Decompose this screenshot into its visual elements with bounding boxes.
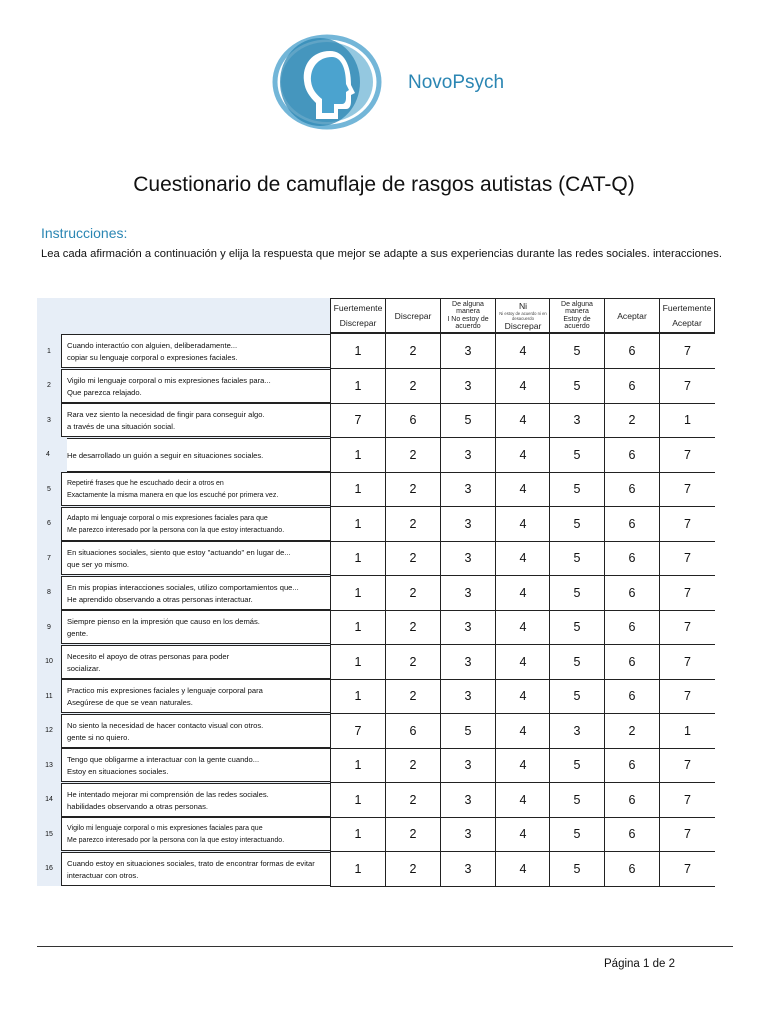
table-row	[37, 334, 715, 369]
response-option[interactable]: 7	[659, 438, 715, 472]
row-number: 15	[45, 830, 53, 838]
response-option[interactable]: 1	[659, 403, 715, 437]
response-option[interactable]: 6	[604, 852, 659, 886]
table-row	[37, 783, 715, 818]
statement-line: a través de una situación social.	[67, 422, 176, 431]
response-option[interactable]: 2	[385, 369, 440, 403]
statement-line: Vigilo mi lenguaje corporal o mis expresiones faciales para que	[67, 825, 263, 832]
column-header-bottom: Aceptar	[672, 317, 702, 328]
response-option[interactable]: 6	[604, 679, 659, 713]
row-number: 3	[47, 416, 51, 424]
table-row	[37, 576, 715, 611]
response-option[interactable]: 1	[330, 334, 385, 368]
response-option[interactable]: 4	[495, 369, 550, 403]
response-option[interactable]: 1	[330, 783, 385, 817]
statement-cell	[61, 334, 330, 368]
response-option[interactable]: 2	[385, 679, 440, 713]
response-option[interactable]: 3	[440, 334, 495, 368]
statement-line: gente.	[67, 629, 89, 638]
response-option[interactable]: 6	[604, 369, 659, 403]
response-option[interactable]: 5	[549, 438, 604, 472]
column-header-bottom: I No estoy de acuerdo	[447, 315, 489, 330]
column-header-bottom: Estoy de acuerdo	[563, 315, 591, 330]
response-option[interactable]: 2	[385, 472, 440, 506]
column-header-top: De alguna manera	[561, 301, 593, 316]
response-option[interactable]: 7	[659, 507, 715, 541]
table-row	[37, 817, 715, 852]
response-option[interactable]: 2	[385, 610, 440, 644]
response-option[interactable]: 7	[659, 541, 715, 575]
brand-name: NovoPsych	[408, 72, 505, 93]
response-option[interactable]: 6	[604, 576, 659, 610]
response-option[interactable]: 4	[495, 817, 550, 851]
response-option[interactable]: 5	[549, 541, 604, 575]
statement-line: Repetiré frases que he escuchado decir a otros en	[67, 480, 224, 487]
statement-line: copiar su lenguaje corporal o expresiones faciales.	[67, 353, 238, 362]
response-option[interactable]: 3	[440, 610, 495, 644]
response-option[interactable]: 5	[549, 852, 604, 886]
row-number: 8	[47, 589, 51, 596]
response-option[interactable]: 5	[549, 472, 604, 506]
row-number: 1	[47, 347, 51, 355]
response-option[interactable]: 3	[440, 438, 495, 472]
response-option[interactable]: 3	[440, 817, 495, 851]
response-option[interactable]: 2	[604, 403, 659, 437]
statement-line: Tengo que obligarme a interactuar con la gente cuando...	[67, 755, 260, 764]
statement-cell	[61, 369, 330, 403]
response-option[interactable]: 7	[659, 472, 715, 506]
statement-cell	[61, 507, 330, 541]
column-header	[604, 298, 659, 333]
column-header-top: Ni	[518, 301, 528, 311]
response-option[interactable]: 7	[659, 576, 715, 610]
response-option[interactable]: 1	[330, 507, 385, 541]
statement-cell	[61, 645, 330, 679]
row-number: 13	[45, 761, 53, 769]
response-option[interactable]: 7	[659, 748, 715, 782]
statement-line: Cuando estoy en situaciones sociales, trato de encontrar formas de evitar	[67, 858, 315, 868]
response-option[interactable]: 3	[440, 507, 495, 541]
response-option[interactable]: 2	[385, 576, 440, 610]
response-option[interactable]: 6	[604, 541, 659, 575]
response-option[interactable]: 4	[495, 852, 550, 886]
response-option[interactable]: 6	[385, 714, 440, 748]
table-row	[37, 679, 715, 714]
response-option[interactable]: 4	[495, 541, 550, 575]
statement-cell	[61, 679, 330, 713]
statement-cell	[61, 541, 330, 575]
response-option[interactable]: 3	[549, 403, 604, 437]
table-row	[37, 852, 715, 887]
response-option[interactable]: 2	[385, 748, 440, 782]
response-option[interactable]: 5	[440, 403, 495, 437]
statement-line: Siempre pienso en la impresión que causo en los demás.	[67, 617, 260, 626]
column-header	[330, 298, 385, 333]
response-option[interactable]: 3	[440, 541, 495, 575]
statement-cell	[61, 610, 330, 644]
table-row	[37, 507, 715, 542]
table-row	[37, 472, 715, 507]
row-number: 10	[45, 658, 53, 665]
response-option[interactable]: 1	[330, 472, 385, 506]
column-header	[495, 298, 550, 333]
row-number: 11	[45, 692, 53, 700]
row-number: 12	[45, 727, 53, 734]
statement-cell	[61, 403, 330, 437]
response-option[interactable]: 2	[385, 541, 440, 575]
instructions-text: Lea cada afirmación a continuación y elija la respuesta que mejor se adapte a sus experiencias durante las redes sociales. interacciones.	[41, 248, 722, 260]
response-option[interactable]: 4	[495, 403, 550, 437]
response-option[interactable]: 6	[604, 438, 659, 472]
response-option[interactable]: 5	[549, 610, 604, 644]
column-header-bottom: Discrepar	[339, 317, 377, 328]
instructions-heading: Instrucciones:	[41, 225, 128, 241]
response-option[interactable]: 5	[549, 645, 604, 679]
response-option[interactable]: 4	[495, 748, 550, 782]
row-number: 4	[46, 451, 50, 458]
response-option[interactable]: 6	[604, 645, 659, 679]
response-option[interactable]: 7	[659, 334, 715, 368]
response-option[interactable]: 3	[440, 679, 495, 713]
response-option[interactable]: 4	[495, 576, 550, 610]
response-option[interactable]: 6	[604, 610, 659, 644]
column-header-top: Discrepar	[394, 310, 432, 321]
table-row	[37, 541, 715, 576]
response-option[interactable]: 1	[330, 610, 385, 644]
statement-line: En situaciones sociales, siento que estoy "actuando" en lugar de...	[67, 548, 291, 557]
row-divider	[330, 886, 715, 887]
response-option[interactable]: 5	[549, 334, 604, 368]
column-header-top: Aceptar	[617, 310, 647, 321]
response-option[interactable]: 2	[385, 783, 440, 817]
response-option[interactable]: 7	[659, 679, 715, 713]
column-header	[549, 298, 604, 333]
statement-cell	[61, 852, 330, 886]
response-option[interactable]: 5	[549, 783, 604, 817]
response-option[interactable]: 1	[330, 817, 385, 851]
column-header	[659, 298, 715, 333]
footer-divider	[37, 946, 733, 947]
response-option[interactable]: 1	[330, 576, 385, 610]
row-number: 9	[47, 623, 51, 631]
statement-line: Me parezco interesado por la persona con la que estoy interactuando.	[67, 837, 285, 844]
response-option[interactable]: 3	[440, 645, 495, 679]
response-option[interactable]: 1	[659, 714, 715, 748]
statement-cell	[61, 576, 330, 610]
response-option[interactable]: 1	[330, 541, 385, 575]
row-number: 7	[47, 554, 51, 562]
response-option[interactable]: 4	[495, 472, 550, 506]
response-option[interactable]: 4	[495, 679, 550, 713]
response-option[interactable]: 1	[330, 369, 385, 403]
statement-line: Cuando interactúo con alguien, deliberadamente...	[67, 341, 238, 350]
response-option[interactable]: 5	[549, 679, 604, 713]
response-option[interactable]: 1	[330, 645, 385, 679]
response-option[interactable]: 5	[549, 507, 604, 541]
response-option[interactable]: 4	[495, 507, 550, 541]
response-option[interactable]: 2	[385, 438, 440, 472]
statement-cell	[61, 783, 330, 817]
column-header-bottom: Discrepar	[504, 321, 542, 331]
response-option[interactable]: 2	[385, 817, 440, 851]
statement-line: Exactamente la misma manera en que los escuché por primera vez.	[67, 492, 279, 499]
response-option[interactable]: 3	[440, 576, 495, 610]
response-option[interactable]: 7	[330, 714, 385, 748]
response-option[interactable]: 6	[604, 334, 659, 368]
response-option[interactable]: 3	[440, 852, 495, 886]
statement-line: Vigilo mi lenguaje corporal o mis expresiones faciales para...	[67, 375, 271, 385]
statement-cell	[61, 817, 330, 851]
table-row	[37, 714, 715, 749]
statement-cell	[67, 438, 330, 472]
response-option[interactable]: 5	[549, 817, 604, 851]
response-option[interactable]: 7	[659, 817, 715, 851]
response-option[interactable]: 6	[604, 783, 659, 817]
statement-line: He intentado mejorar mi comprensión de las redes sociales.	[67, 789, 269, 799]
table-row	[37, 438, 715, 473]
response-option[interactable]: 7	[659, 852, 715, 886]
response-option[interactable]: 7	[659, 610, 715, 644]
table-row	[37, 403, 715, 438]
response-option[interactable]: 1	[330, 679, 385, 713]
page-indicator: Página 1 de 2	[604, 958, 675, 970]
response-option[interactable]: 2	[385, 334, 440, 368]
response-option[interactable]: 6	[604, 507, 659, 541]
statement-line: Me parezco interesado por la persona con la que estoy interactuando.	[67, 526, 285, 534]
table-row	[37, 748, 715, 783]
statement-line: Estoy en situaciones sociales.	[67, 767, 169, 776]
response-option[interactable]: 2	[385, 507, 440, 541]
row-number: 16	[45, 865, 53, 872]
column-header	[440, 298, 495, 333]
response-option[interactable]: 2	[604, 714, 659, 748]
statement-line: socializar.	[67, 663, 101, 673]
row-number: 14	[45, 796, 53, 803]
response-option[interactable]: 3	[549, 714, 604, 748]
statement-line: Que parezca relajado.	[67, 387, 142, 397]
column-header-top: Fuertemente	[333, 303, 383, 314]
response-option[interactable]: 1	[330, 748, 385, 782]
table-row	[37, 645, 715, 680]
statement-line: que ser yo mismo.	[67, 560, 130, 569]
statement-line: Adapto mi lenguaje corporal o mis expresiones faciales para que	[67, 514, 268, 522]
response-option[interactable]: 4	[495, 714, 550, 748]
questionnaire-table	[37, 298, 715, 886]
statement-cell	[61, 714, 330, 748]
response-option[interactable]: 7	[659, 369, 715, 403]
column-header	[385, 298, 440, 333]
novopsych-logo	[272, 33, 382, 131]
response-option[interactable]: 4	[495, 783, 550, 817]
statement-line: He aprendido observando a otras personas interactuar.	[67, 594, 253, 604]
response-option[interactable]: 5	[549, 576, 604, 610]
column-header-top: Fuertemente	[662, 303, 712, 314]
response-option[interactable]: 3	[440, 369, 495, 403]
table-row	[37, 610, 715, 645]
response-option[interactable]: 2	[385, 852, 440, 886]
row-number: 6	[47, 520, 51, 527]
response-option[interactable]: 7	[659, 645, 715, 679]
column-header-middle: Ni estoy de acuerdo ni en desacuerdo	[499, 311, 547, 321]
statement-line: Necesito el apoyo de otras personas para poder	[67, 651, 230, 661]
response-option[interactable]: 5	[440, 714, 495, 748]
statement-line: No siento la necesidad de hacer contacto visual con otros.	[67, 720, 264, 730]
row-divider	[330, 333, 715, 334]
column-header-top: De alguna manera	[452, 301, 484, 316]
response-option[interactable]: 6	[604, 472, 659, 506]
response-option[interactable]: 5	[549, 369, 604, 403]
statement-line: Asegúrese de que se vean naturales.	[67, 698, 193, 707]
statement-line: habilidades observando a otras personas.	[67, 801, 208, 811]
table-row	[37, 369, 715, 404]
response-option[interactable]: 3	[440, 748, 495, 782]
response-option[interactable]: 3	[440, 783, 495, 817]
row-number: 5	[47, 485, 51, 493]
row-number: 2	[47, 382, 51, 389]
statement-cell	[61, 748, 330, 782]
response-option[interactable]: 4	[495, 610, 550, 644]
response-option[interactable]: 6	[604, 748, 659, 782]
response-option[interactable]: 7	[330, 403, 385, 437]
response-option[interactable]: 1	[330, 438, 385, 472]
response-option[interactable]: 3	[440, 472, 495, 506]
statement-line: interactuar con otros.	[67, 870, 139, 880]
statement-line: He desarrollado un guión a seguir en situaciones sociales.	[67, 450, 264, 460]
statement-cell	[61, 472, 330, 506]
response-option[interactable]: 2	[385, 645, 440, 679]
response-option[interactable]: 4	[495, 645, 550, 679]
statement-line: En mis propias interacciones sociales, utilizo comportamientos que...	[67, 582, 299, 592]
response-option[interactable]: 7	[659, 783, 715, 817]
statement-line: Rara vez siento la necesidad de fingir para conseguir algo.	[67, 410, 265, 419]
response-option[interactable]: 6	[604, 817, 659, 851]
response-option[interactable]: 4	[495, 438, 550, 472]
response-option[interactable]: 6	[385, 403, 440, 437]
response-option[interactable]: 4	[495, 334, 550, 368]
page-title: Cuestionario de camuflaje de rasgos autistas (CAT-Q)	[133, 173, 635, 196]
statement-line: gente si no quiero.	[67, 732, 130, 742]
response-option[interactable]: 1	[330, 852, 385, 886]
statement-line: Practico mis expresiones faciales y lenguaje corporal para	[67, 686, 263, 695]
response-option[interactable]: 5	[549, 748, 604, 782]
